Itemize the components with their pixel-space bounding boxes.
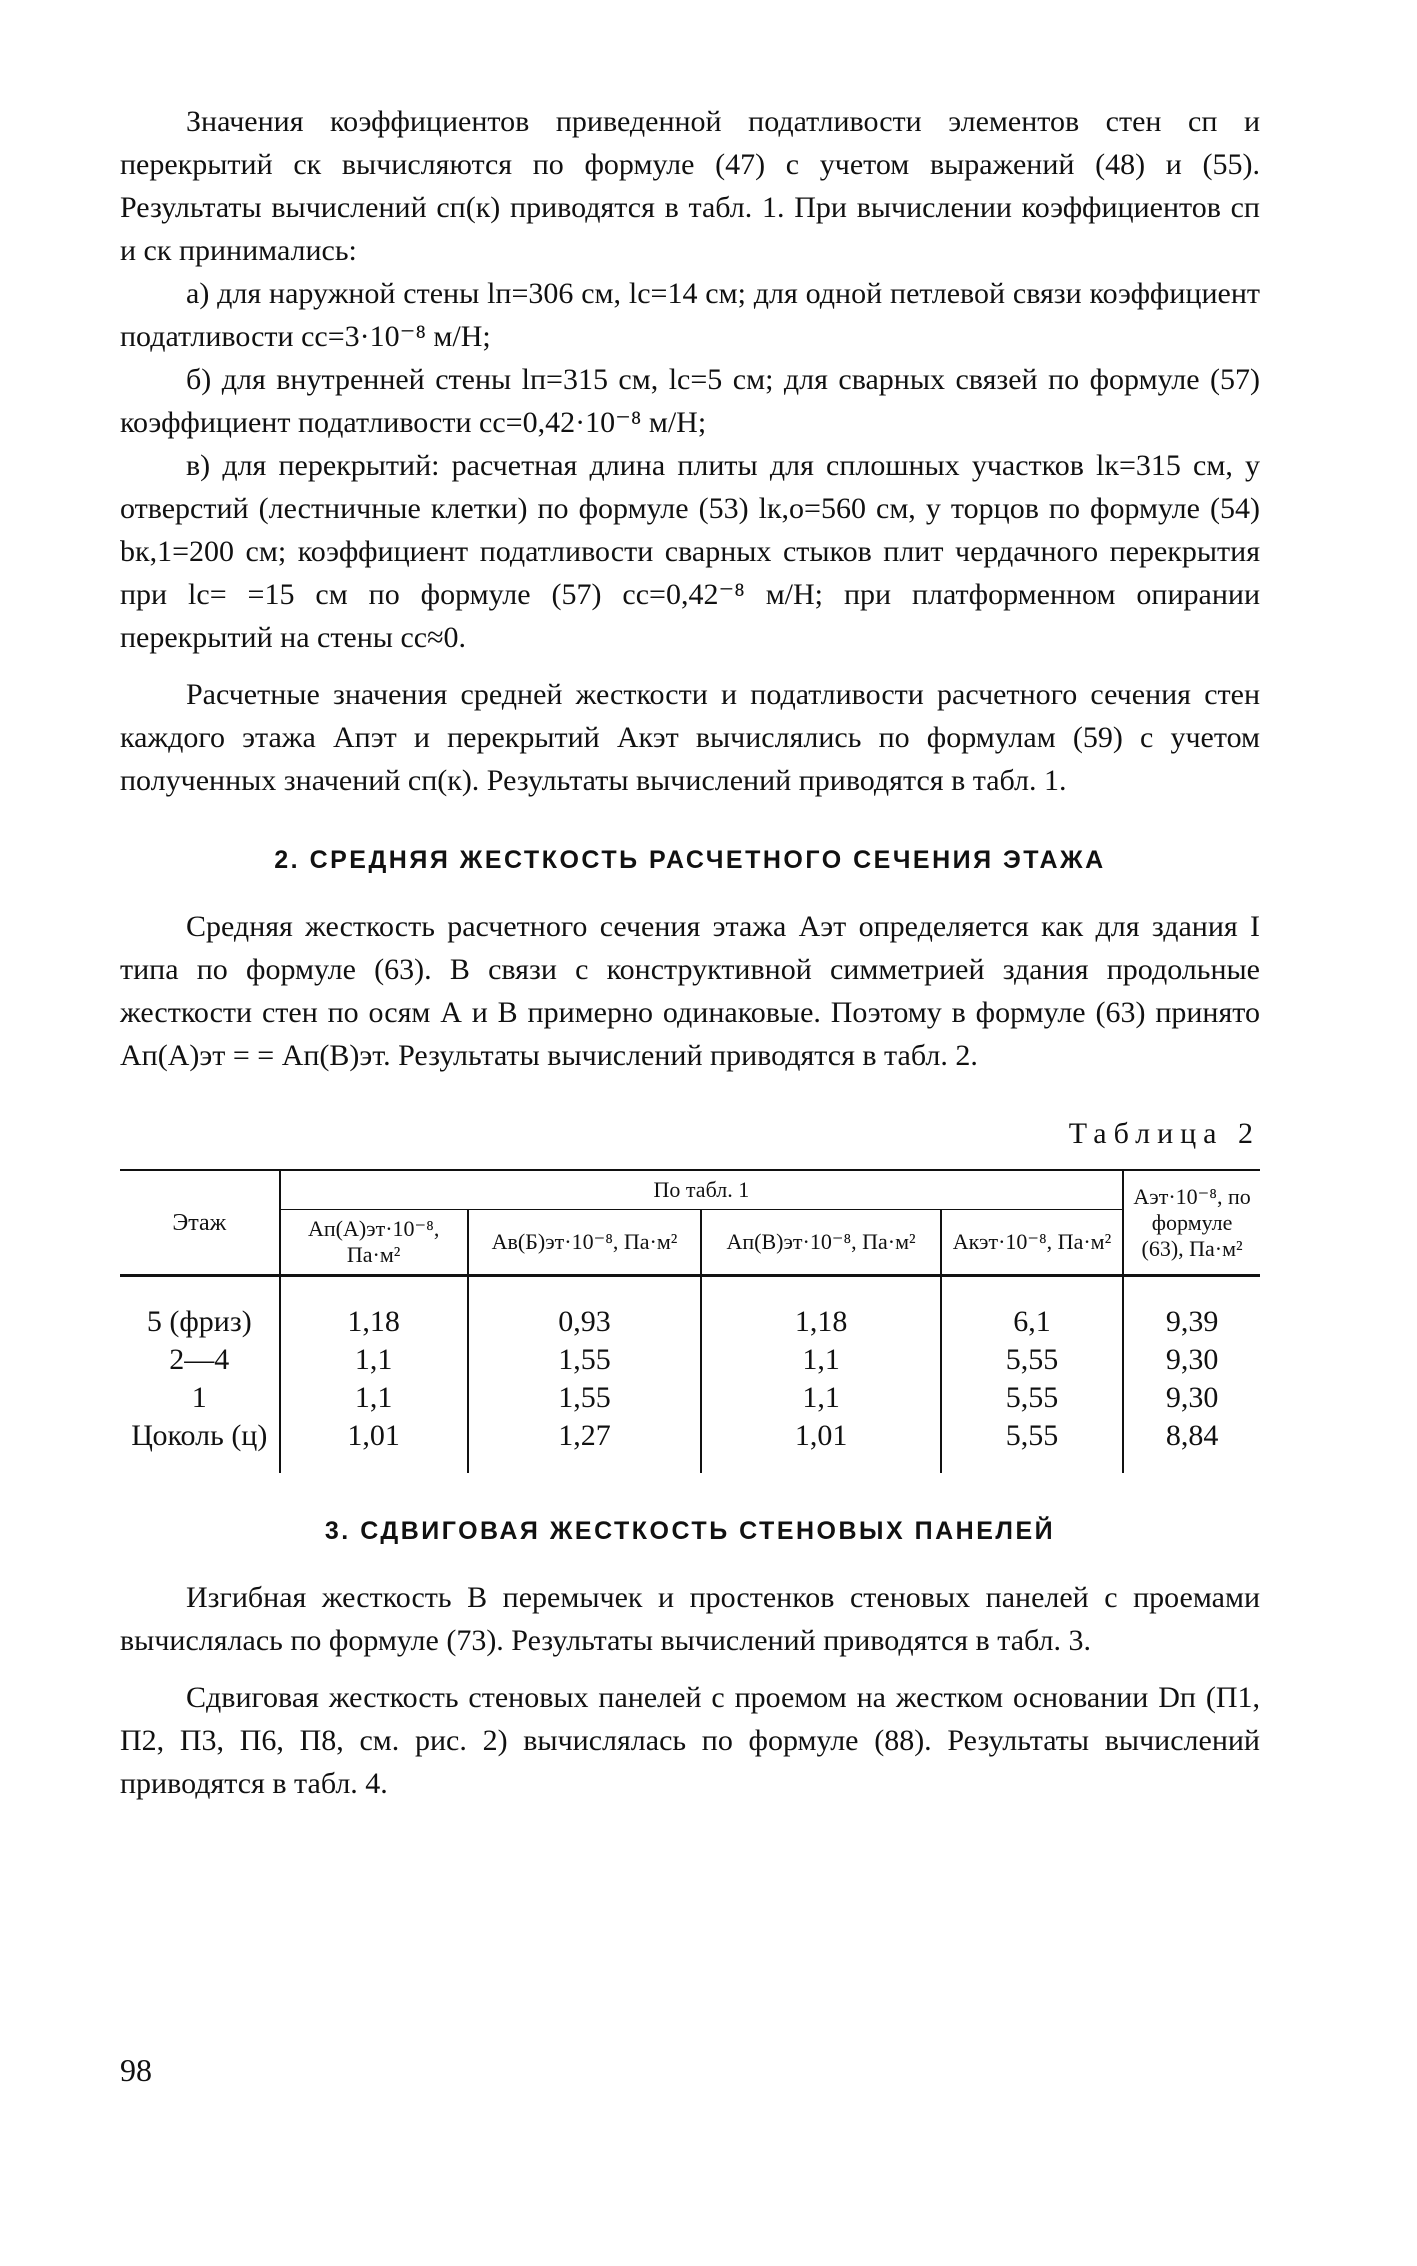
value: 5,55 — [1005, 1419, 1059, 1452]
value: 9,30 — [1165, 1343, 1219, 1376]
cell-col2 — [468, 1276, 702, 1474]
value: 1,01 — [347, 1419, 400, 1452]
value: 1,55 — [558, 1343, 611, 1376]
cell-col5 — [1123, 1276, 1260, 1474]
value: 9,39 — [1165, 1305, 1219, 1338]
cell-col1 — [280, 1276, 468, 1474]
page-content — [120, 100, 1260, 1805]
floor-value: 5 (фриз) — [146, 1305, 252, 1338]
value: 0,93 — [558, 1305, 611, 1338]
value: 8,84 — [1165, 1419, 1219, 1452]
value: 9,30 — [1165, 1381, 1219, 1414]
paragraph-shear-stiffness: Сдвиговая жесткость стеновых панелей с проемом на жестком основании Dп (П1, П2, П3, П6, П8, см. рис. 2) вычислялась по формуле (88). Результаты вычислений приводятся в табл. 4. — [120, 1681, 1260, 1800]
value: 1,27 — [558, 1419, 611, 1452]
table-row — [120, 1276, 1260, 1474]
paragraph-coefficients-intro: Значения коэффициентов приведенной податливости элементов стен cп и перекрытий cк вычисляются по формуле (47) с учетом выражений (48) и (55). Результаты вычислений cп(к) приводятся в табл. 1. При вычислении коэффициентов cп и cк принимались: — [120, 105, 1260, 267]
paragraph-item-b: б) для внутренней стены lп=315 см, lс=5 см; для сварных связей по формуле (57) коэффициент податливости cс=0,42·10⁻⁸ м/Н; — [120, 363, 1260, 439]
paragraph-item-a: а) для наружной стены lп=306 см, lс=14 см; для одной петлевой связи коэффициент податливости cс=3·10⁻⁸ м/Н; — [120, 277, 1260, 353]
header-col3: Aп(В)эт·10⁻⁸, Па·м² — [701, 1210, 940, 1276]
section-heading-3: 3. СДВИГОВАЯ ЖЕСТКОСТЬ СТЕНОВЫХ ПАНЕЛЕЙ — [324, 1517, 1056, 1545]
paragraph-item-c: в) для перекрытий: расчетная длина плиты для сплошных участков lк=315 см, у отверстий (лестничные клетки) по формуле (53) lк,о=560 см, у торцов по формуле (54) bк,1=200 см; коэффициент податливости сварных стыков плит чердачного перекрытия при lс= =15 см по формуле (57) cс=0,42⁻⁸ м/Н; при платформенном опирании перекрытий на стены cс≈0. — [120, 449, 1260, 654]
value: 1,1 — [802, 1343, 840, 1376]
paragraph-bending-stiffness: Изгибная жесткость B перемычек и простенков стеновых панелей с проемами вычислялась по формуле (73). Результаты вычислений приводятся в табл. 3. — [120, 1581, 1260, 1657]
value: 5,55 — [1005, 1343, 1059, 1376]
value: 1,55 — [558, 1381, 611, 1414]
cell-floor — [120, 1276, 280, 1474]
value: 6,1 — [1013, 1305, 1051, 1338]
value: 1,1 — [354, 1343, 393, 1376]
value: 1,1 — [802, 1381, 840, 1414]
paragraph-average-stiffness: Средняя жесткость расчетного сечения этажа Aэт определяется как для здания I типа по формуле (63). В связи с конструктивной симметрией здания продольные жесткости стен по осям А и В примерно одинаковые. Поэтому в формуле (63) принято Aп(А)эт = = Aп(В)эт. Результаты вычислений приводятся в табл. 2. — [120, 910, 1260, 1072]
value: 1,18 — [347, 1305, 400, 1338]
section-heading-2: 2. СРЕДНЯЯ ЖЕСТКОСТЬ РАСЧЕТНОГО СЕЧЕНИЯ ЭТАЖА — [274, 846, 1106, 874]
header-group-table1: По табл. 1 — [280, 1170, 1124, 1210]
cell-col3 — [701, 1276, 940, 1474]
floor-value: 1 — [191, 1381, 207, 1414]
header-col4: Aкэт·10⁻⁸, Па·м² — [941, 1210, 1123, 1276]
value: 1,01 — [794, 1419, 848, 1452]
header-col5: Aэт·10⁻⁸, по формуле (63), Па·м² — [1123, 1170, 1260, 1276]
page-number: 98 — [120, 2052, 152, 2088]
value: 1,18 — [794, 1305, 848, 1338]
table-2 — [120, 1169, 1260, 1473]
header-col1: Aп(А)эт·10⁻⁸, Па·м² — [280, 1210, 468, 1276]
table-caption: Таблица 2 — [1068, 1117, 1260, 1150]
paragraph-stiffness-values: Расчетные значения средней жесткости и податливости расчетного сечения стен каждого этажа Aпэт и перекрытий Aкэт вычислялись по формулам (59) с учетом полученных значений cп(к). Результаты вычислений приводятся в табл. 1. — [120, 678, 1260, 797]
floor-value: Цоколь (ц) — [131, 1419, 268, 1452]
cell-col4 — [941, 1276, 1123, 1474]
header-floor: Этаж — [120, 1170, 280, 1276]
floor-value: 2—4 — [169, 1343, 230, 1376]
value: 1,1 — [354, 1381, 393, 1414]
header-col2: Aв(Б)эт·10⁻⁸, Па·м² — [468, 1210, 702, 1276]
value: 5,55 — [1005, 1381, 1059, 1414]
